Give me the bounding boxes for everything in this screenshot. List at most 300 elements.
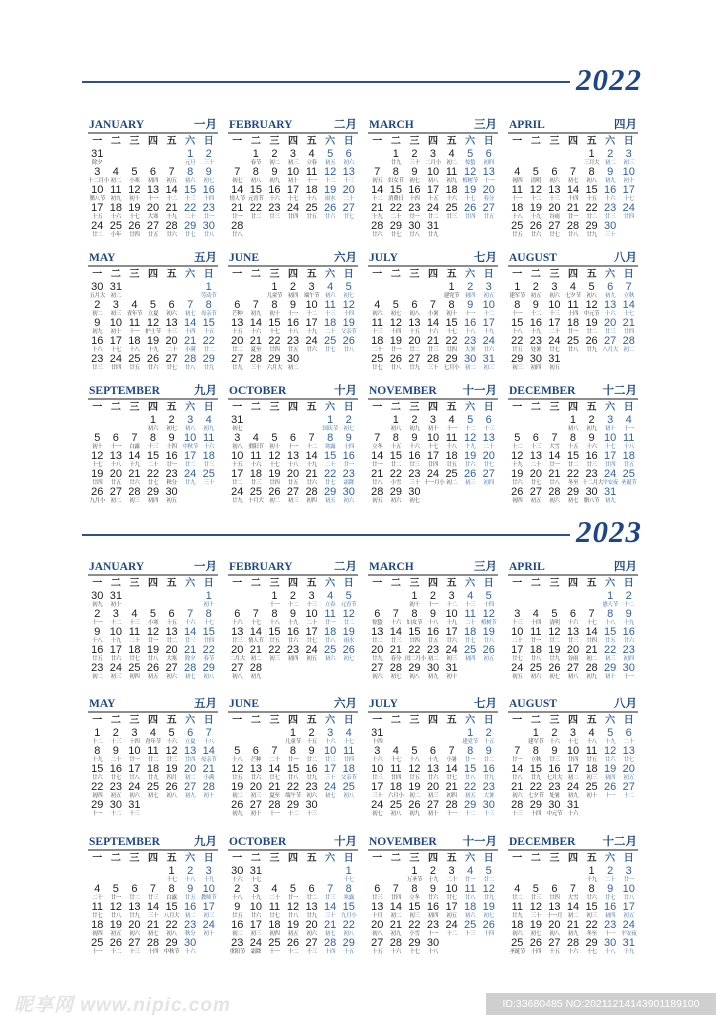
lunar-label: 三十 (203, 160, 214, 166)
day-number: 14 (426, 317, 440, 329)
weekday-label: 一 (92, 269, 103, 280)
day-cell (387, 627, 406, 645)
weekday-header-row (508, 268, 638, 281)
lunar-label: 二十 (604, 877, 616, 883)
day-number: 20 (482, 450, 495, 462)
day-number: 26 (128, 220, 141, 232)
year-divider-line (82, 81, 570, 83)
day-number: 2 (308, 727, 315, 739)
lunar-label: 护士节 (145, 329, 161, 335)
weekday-label: 三 (269, 578, 280, 589)
day-number: 12 (146, 626, 160, 638)
weekday-label: 三 (549, 136, 560, 147)
lunar-label: 十九 (306, 329, 317, 335)
day-number: 1 (271, 281, 278, 293)
weekday-label: 三 (129, 269, 140, 280)
day-number: 4 (131, 608, 138, 620)
month-header (228, 382, 358, 400)
lunar-label: 廿七 (623, 757, 634, 763)
lunar-label: 廿一 (567, 214, 579, 220)
lunar-label: 十七 (623, 196, 634, 202)
day-number: 26 (482, 919, 495, 931)
day-number: 1 (532, 727, 539, 739)
lunar-label: 廿九 (232, 498, 243, 504)
day-cell (479, 591, 498, 609)
month-name-en: MAY (89, 252, 116, 264)
lunar-label: 廿八 (343, 347, 354, 353)
lunar-label: 十九 (464, 444, 476, 450)
day-cell (387, 415, 406, 433)
weekday-label: 三 (409, 269, 420, 280)
day-number: 14 (622, 299, 635, 311)
day-cell (601, 149, 620, 167)
lunar-label: 十三 (483, 811, 494, 817)
day-cell (88, 300, 107, 318)
lunar-label: 初九 (446, 178, 457, 184)
day-cell (619, 645, 638, 663)
weekday-label: 四 (568, 136, 579, 147)
lunar-label: 初八 (343, 931, 354, 937)
day-cell (461, 185, 480, 203)
lunar-label: 二十 (147, 462, 159, 468)
day-number: 13 (286, 450, 300, 462)
weekday-header-row (368, 852, 498, 865)
lunar-label: 廿四 (427, 462, 439, 468)
day-cell (619, 746, 638, 764)
day-cell (321, 203, 340, 221)
lunar-label: 十九 (530, 329, 542, 335)
lunar-label: 三十 (324, 913, 336, 919)
day-cell (508, 627, 527, 645)
lunar-label: 初七 (203, 178, 214, 184)
day-cell (107, 902, 126, 920)
day-number: 2 (205, 148, 212, 160)
lunar-label: 十七 (567, 739, 579, 745)
month-name-en: JANUARY (89, 561, 145, 573)
lunar-label: 大暑 (483, 793, 494, 799)
day-cell (88, 884, 107, 902)
lunar-label: 初六 (306, 931, 317, 937)
day-cell (619, 920, 638, 938)
day-number: 23 (604, 919, 617, 931)
day-cell (601, 627, 620, 645)
day-number: 5 (485, 590, 492, 602)
lunar-label: 十四 (530, 949, 542, 955)
day-number: 3 (94, 166, 101, 178)
lunar-label: 初四 (129, 674, 140, 680)
day-cell (387, 221, 406, 239)
lunar-label: 愚人节 (602, 602, 618, 608)
lunar-label: 十六 (184, 949, 196, 955)
lunar-label: 初七 (409, 178, 420, 184)
day-number: 15 (445, 317, 458, 329)
lunar-label: 初九 (604, 498, 616, 504)
day-cell (424, 221, 443, 239)
month-name-zh: 五月 (194, 696, 217, 710)
lunar-label: 廿六 (604, 757, 616, 763)
day-cell (125, 318, 144, 336)
day-number: 18 (109, 202, 122, 214)
day-cell (228, 902, 247, 920)
day-number: 22 (511, 335, 524, 347)
day-cell (321, 185, 340, 203)
day-cell (479, 318, 498, 336)
day-cell (321, 282, 340, 300)
day-number: 25 (511, 220, 524, 232)
day-cell (601, 203, 620, 221)
day-number: 27 (342, 202, 355, 214)
lunar-label: 廿三 (549, 757, 560, 763)
day-number: 14 (231, 184, 244, 196)
day-number: 6 (187, 727, 194, 739)
day-cell (265, 185, 284, 203)
day-cell (508, 318, 527, 336)
lunar-label: 十七 (92, 462, 103, 468)
lunar-label: 芒种 (232, 311, 243, 317)
weekday-label: 二 (390, 269, 401, 280)
lunar-label: 廿六 (530, 232, 542, 238)
day-cell (265, 645, 284, 663)
day-number: 2 (411, 148, 418, 160)
day-cell (387, 318, 406, 336)
day-cell (265, 764, 284, 782)
lunar-label: 初六 (372, 674, 383, 680)
lunar-label: 廿八 (147, 656, 159, 662)
lunar-label: 初三 (110, 311, 122, 317)
lunar-label: 春节 (203, 656, 214, 662)
day-cell (265, 300, 284, 318)
day-cell (527, 920, 546, 938)
day-number: 17 (482, 317, 495, 329)
lunar-label: 十八 (512, 329, 523, 335)
day-number: 18 (511, 202, 524, 214)
lunar-label: 十二月小 (88, 178, 109, 184)
day-number: 21 (566, 202, 580, 214)
lunar-label: 廿二 (166, 638, 177, 644)
lunar-label: 十九 (372, 214, 383, 220)
day-number: 27 (184, 781, 197, 793)
day-number: 14 (371, 450, 384, 462)
day-number: 28 (389, 662, 402, 674)
lunar-label: 十一 (604, 793, 616, 799)
day-cell (125, 300, 144, 318)
day-cell (405, 627, 424, 645)
day-cell (619, 728, 638, 746)
day-number: 13 (482, 432, 495, 444)
weekday-label: 一 (372, 402, 383, 413)
day-number: 9 (588, 432, 595, 444)
lunar-label: 廿六 (250, 775, 262, 781)
lunar-label: 廿一 (567, 329, 579, 335)
month-name-en: SEPTEMBER (89, 836, 160, 848)
day-number: 18 (464, 626, 477, 638)
day-number: 22 (464, 781, 477, 793)
lunar-label: 初四 (512, 498, 523, 504)
day-cell (88, 591, 107, 609)
day-number: 17 (622, 184, 635, 196)
lunar-label: 十六 (184, 620, 196, 626)
day-number: 1 (271, 590, 278, 602)
day-number: 25 (445, 202, 458, 214)
day-cell (321, 300, 340, 318)
lunar-label: 惊蛰 (372, 620, 383, 626)
lunar-label: 十六 (409, 444, 420, 450)
weekday-label: 五 (586, 853, 597, 864)
weekday-label: 五 (446, 578, 457, 589)
lunar-label: 十一 (306, 178, 317, 184)
weekday-label: 三 (409, 715, 420, 726)
lunar-label: 十六 (92, 347, 103, 353)
day-number: 27 (128, 937, 141, 949)
day-number: 30 (426, 937, 440, 949)
day-number: 2 (187, 865, 194, 877)
lunar-label: 十八 (287, 329, 299, 335)
day-cell (405, 487, 424, 505)
day-number: 11 (324, 608, 336, 620)
weekday-label: 四 (428, 578, 439, 589)
month-name-en: JUNE (229, 698, 260, 710)
day-number: 25 (529, 662, 542, 674)
day-cell (284, 354, 303, 372)
day-cell (405, 354, 424, 372)
day-number: 10 (202, 883, 215, 895)
day-cell (339, 728, 358, 746)
day-cell (228, 185, 247, 203)
day-cell (601, 300, 620, 318)
day-cell (582, 609, 601, 627)
day-cell (321, 884, 340, 902)
day-cell (442, 451, 461, 469)
day-cell (564, 884, 583, 902)
day-cell (508, 645, 527, 663)
lunar-label: 初三 (110, 674, 122, 680)
lunar-label: 闰二月小 (405, 656, 426, 662)
day-cell (302, 451, 321, 469)
lunar-label: 廿七 (129, 656, 140, 662)
day-cell (527, 782, 546, 800)
day-number: 3 (308, 281, 315, 293)
lunar-label: 初七 (530, 931, 542, 937)
lunar-label: 廿一 (409, 214, 420, 220)
lunar-label: 十五 (203, 329, 214, 335)
lunar-label: 立秋 (530, 757, 542, 763)
day-cell (247, 149, 266, 167)
day-cell (284, 451, 303, 469)
day-cell (107, 782, 126, 800)
day-number: 1 (411, 590, 418, 602)
lunar-label: 廿一 (530, 638, 542, 644)
day-number: 4 (532, 608, 539, 620)
weekday-label: 日 (483, 269, 494, 280)
lunar-label: 廿九 (390, 160, 402, 166)
lunar-label: 初五 (324, 160, 336, 166)
day-cell (284, 728, 303, 746)
day-cell (461, 884, 480, 902)
day-number: 1 (588, 148, 595, 160)
lunar-label: 初七 (184, 674, 196, 680)
lunar-label: 廿一 (464, 757, 476, 763)
day-number: 30 (109, 799, 122, 811)
lunar-label: 十六 (110, 214, 122, 220)
day-number: 30 (604, 937, 617, 949)
day-number: 9 (271, 166, 278, 178)
day-cell (88, 221, 107, 239)
lunar-label: 冬至 (586, 931, 597, 937)
lunar-label: 十八 (184, 877, 196, 883)
day-cell (144, 451, 163, 469)
day-number: 31 (482, 353, 495, 365)
lunar-label: 立夏 (147, 311, 159, 317)
lunar-label: 十六 (390, 949, 402, 955)
lunar-label: 十三 (464, 602, 476, 608)
lunar-label: 初四 (464, 656, 476, 662)
day-number: 4 (345, 727, 352, 739)
lunar-label: 廿二 (92, 232, 103, 238)
day-cell (339, 203, 358, 221)
lunar-label: 初九 (390, 931, 402, 937)
day-cell (461, 609, 480, 627)
weekday-label: 二 (530, 136, 541, 147)
day-cell (387, 167, 406, 185)
day-cell (405, 415, 424, 433)
day-number: 1 (467, 727, 474, 739)
day-cell (199, 609, 218, 627)
lunar-label: 初八 (390, 811, 402, 817)
day-cell (265, 920, 284, 938)
day-cell (527, 354, 546, 372)
day-number: 12 (604, 745, 617, 757)
day-cell (181, 627, 200, 645)
weekday-label: 一 (232, 402, 243, 413)
day-number: 18 (464, 901, 477, 913)
day-number: 19 (109, 919, 122, 931)
day-number: 18 (389, 781, 402, 793)
day-cell (88, 764, 107, 782)
day-cell (582, 149, 601, 167)
lunar-label: 国庆节 (322, 426, 338, 432)
day-number: 24 (109, 353, 122, 365)
lunar-label: 廿四 (604, 462, 616, 468)
weekday-label: 日 (483, 136, 494, 147)
lunar-label: 建党节 (462, 739, 478, 745)
day-cell (284, 884, 303, 902)
lunar-label: 十三 (129, 620, 140, 626)
day-cell (461, 800, 480, 818)
month-block-february (228, 558, 358, 686)
day-number: 5 (485, 865, 492, 877)
day-number: 3 (205, 865, 212, 877)
weekday-label: 一 (232, 853, 243, 864)
lunar-label: 立冬 (409, 895, 420, 901)
day-cell (302, 591, 321, 609)
day-number: 29 (585, 220, 598, 232)
month-block-march (368, 558, 498, 686)
day-cell (442, 415, 461, 433)
day-number: 25 (305, 202, 318, 214)
day-cell (368, 938, 387, 956)
lunar-label: 初十 (409, 602, 420, 608)
lunar-label: 初九 (567, 931, 579, 937)
day-cell (564, 451, 583, 469)
lunar-label: 谷雨 (567, 656, 579, 662)
day-cell (265, 433, 284, 451)
day-number: 8 (588, 883, 595, 895)
day-number: 30 (408, 220, 421, 232)
weekday-label: 四 (568, 715, 579, 726)
day-number: 26 (231, 799, 244, 811)
day-number: 12 (91, 450, 104, 462)
day-number: 10 (445, 883, 458, 895)
weekday-header-row (228, 852, 358, 865)
day-number: 1 (588, 865, 595, 877)
lunar-label: 十一 (269, 949, 280, 955)
day-cell (424, 300, 443, 318)
day-cell (321, 487, 340, 505)
weekday-label: 六 (325, 715, 336, 726)
weekday-header-row (508, 401, 638, 414)
lunar-label: 初三 (250, 931, 262, 937)
lunar-label: 初四 (512, 178, 523, 184)
day-number: 23 (91, 662, 104, 674)
day-number: 28 (566, 220, 580, 232)
day-cell (564, 764, 583, 782)
day-number: 10 (109, 317, 122, 329)
day-number: 14 (184, 317, 197, 329)
lunar-label: 十四 (324, 949, 336, 955)
day-cell (424, 866, 443, 884)
lunar-label: 十七 (604, 444, 616, 450)
day-number: 8 (607, 608, 614, 620)
day-cell (479, 433, 498, 451)
day-number: 4 (588, 727, 595, 739)
day-cell (247, 866, 266, 884)
lunar-label: 情人节 (229, 196, 246, 202)
day-cell (247, 938, 266, 956)
day-cell (302, 764, 321, 782)
day-number: 15 (324, 450, 337, 462)
lunar-label: 初三 (427, 793, 439, 799)
lunar-label: 植树节 (462, 178, 478, 184)
day-number: 30 (548, 799, 561, 811)
lunar-label: 廿四 (269, 347, 280, 353)
lunar-label: 廿八 (287, 913, 299, 919)
lunar-label: 初六 (549, 293, 560, 299)
lunar-label: 廿二 (483, 877, 494, 883)
day-number: 15 (268, 626, 281, 638)
day-cell (527, 728, 546, 746)
day-number: 2 (467, 281, 474, 293)
day-cell (284, 149, 303, 167)
lunar-label: 初六 (512, 931, 523, 937)
day-number: 17 (445, 626, 458, 638)
day-cell (144, 609, 163, 627)
day-number: 14 (184, 626, 197, 638)
day-cell (527, 185, 546, 203)
day-number: 29 (529, 799, 542, 811)
lunar-label: 初二 (287, 365, 299, 371)
day-cell (424, 902, 443, 920)
lunar-label: 廿四 (586, 638, 597, 644)
lunar-label: 十三 (464, 931, 476, 937)
day-cell (479, 415, 498, 433)
weekday-label: 五 (446, 136, 457, 147)
weekday-label: 日 (623, 578, 634, 589)
day-cell (107, 318, 126, 336)
day-cell (601, 746, 620, 764)
lunar-label: 二十 (110, 757, 122, 763)
weekday-label: 三 (269, 269, 280, 280)
day-number: 17 (324, 763, 337, 775)
